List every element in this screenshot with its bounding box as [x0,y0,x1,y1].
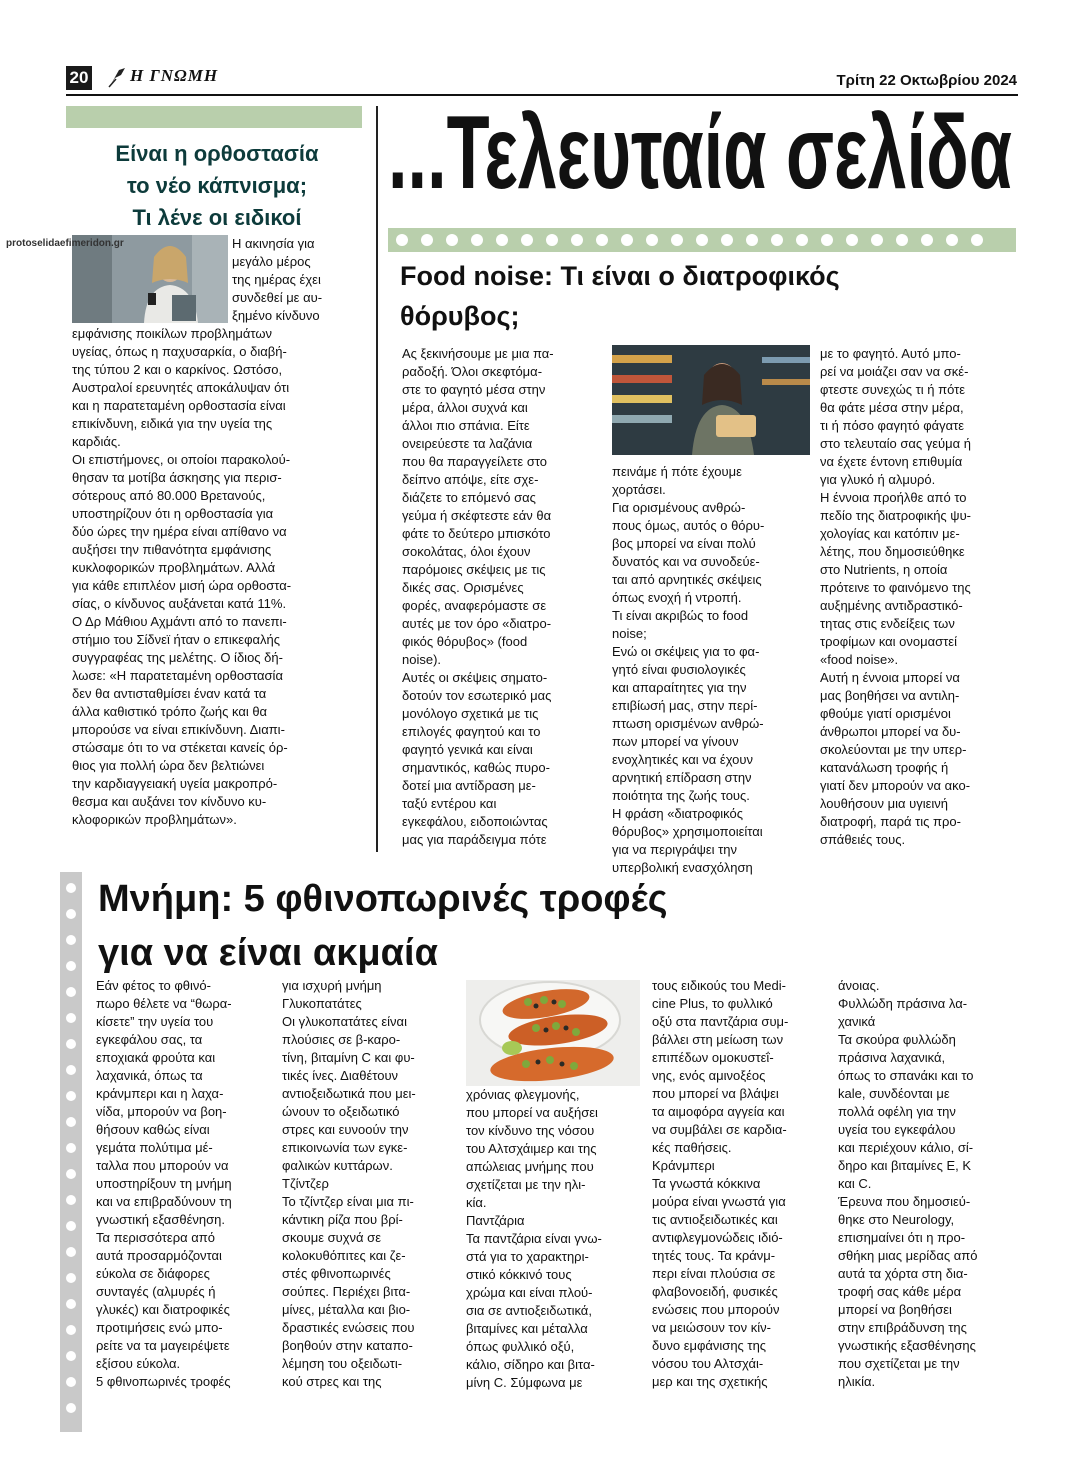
article3-column-2 [282,977,454,1391]
article3-line: και να επιβραδύνουν τη [96,1194,232,1209]
article2-line: πτωση ορισμένων ανθρώ- [612,716,764,731]
article3-line: σθήκη μιας μερίδας από [838,1248,978,1263]
article1-line: υγείας, όπως η παχυσαρκία, ο διαβή- [72,344,287,359]
article2-line: μέρα, άλλοι συχνά και [402,400,528,415]
article2-line: πεδίο της διατροφικής ψυ- [820,508,972,523]
article2-line: γεύμα ή σκέφτεστε εάν θα [402,508,552,523]
article1-title-line: το νέο κάπνισμα; [126,173,308,198]
article1-line: ξημένο κίνδυνο [232,308,320,323]
article2-line: φάτε το δεύτερο μπισκότο [402,526,551,541]
article1-body-wrap-top [232,235,362,325]
article3-line: όπως φυλλικό οξύ, [466,1339,575,1354]
issue-date: Τρίτη 22 Οκτωβρίου 2024 [836,72,1017,89]
article2-line: με το φαγητό. Αυτό μπο- [820,346,961,361]
article1-line: λωσε: «Η παρατεταμένη ορθοστασία [72,668,283,683]
article3-column-4 [652,977,824,1391]
article3-line: λαχανικά, όπως τα [96,1068,203,1083]
article2-line: Αυτή η έννοια μπορεί να [820,670,960,685]
article3-line: τητές τους. Τα κράνμ- [652,1248,776,1263]
article1-line: κυκλοφορικών προβλημάτων. Αλλά [72,560,276,575]
header-rule [66,94,1018,96]
article3-line: cine Plus, το φυλλικό [652,996,773,1011]
article3-line: φλαβονοειδή, φυσικές [652,1284,778,1299]
article3-line: Τα γνωστά κόκκινα [652,1176,761,1191]
article3-column-3 [466,1086,640,1392]
article3-line: αντιοξειδωτικά που μει- [282,1086,416,1101]
article2-title-line: θόρυβος; [400,301,520,331]
article3-line: χρόνιας φλεγμονής, [466,1087,580,1102]
article1-line: Ο Δρ Μάθιου Αχμάντι από το πανεπι- [72,614,287,629]
article2-line: εγκεφάλου, ειδοποιώντας [402,814,548,829]
article3-line: νης, ενός αμινοξέος [652,1068,766,1083]
article2-line: υπερβολική ενασχόληση [612,860,753,875]
article3-line: αυτά τα χόρτα στη δια- [838,1266,968,1281]
article3-line: επικοινωνία των εγκε- [282,1140,408,1155]
article3-line: kale, συνδέονται με [838,1086,950,1101]
article2-line: noise; [612,626,647,641]
article3-line: αυτά προσαρμόζονται [96,1248,222,1263]
article2-line: για γλυκό ή αλμυρό. [820,472,936,487]
article1-line: σίας, ο κίνδυνος αυξάνεται κατά 11%. [72,596,287,611]
article2-line: Ας ξεκινήσουμε με μια πα- [402,346,554,361]
section-title-text: ...Τελευταία σελίδα [388,100,1012,198]
article3-line: υποστηρίξουν τη μνήμη [96,1176,232,1191]
article1-line: δεν θα αντισταθμίσει έναν κατά τα [72,686,267,701]
article3-line: Τα σκούρα φυλλώδη [838,1032,956,1047]
article3-line: όπως το σπανάκι και το [838,1068,974,1083]
article2-line: παρόμοιες σκέψεις με τις [402,562,546,577]
article2-line: τροφίμων και ονομαστεί [820,634,957,649]
article1-body [72,325,362,829]
article1-line: στήμιο του Σίδνεϊ ήταν ο επικεφαλής [72,632,281,647]
article1-line: θησαν τα μοτίβα άσκησης για περισ- [72,470,282,485]
article3-line: νόσου του Αλτσχάι- [652,1356,764,1371]
article2-line: τι ή πόσο φαγητό φάγατε [820,418,965,433]
article2-line: ραδοξή. Όλοι σκεφτόμα- [402,364,543,379]
article3-line: προτιμήσεις ενώ μπο- [96,1320,223,1335]
article3-line: βοηθούν στην καταπο- [282,1338,413,1353]
article1-line: συγγραφέας της μελέτης. Ο ίδιος δή- [72,650,283,665]
article3-line: για ισχυρή μνήμη [282,978,382,993]
article3-line: Κράνμπερι [652,1158,715,1173]
article3-line: χρώμα και είναι πλού- [466,1285,593,1300]
article3-line: δραστικές ενώσεις που [282,1320,415,1335]
article2-line: «food noise». [820,652,899,667]
article2-line: επιβίωσή μας, στην περί- [612,698,758,713]
article2-line: βος μπορεί να είναι πολύ [612,536,756,551]
article3-line: γνωστικής εξασθένησης [838,1338,976,1353]
article3-line: να συμβάλει σε καρδια- [652,1122,787,1137]
article1-title-line: Είναι η ορθοστασία [115,141,319,166]
article3-line: δηρο και βιταμίνες Ε, Κ [838,1158,972,1173]
article3-line: πλούσιες σε β-καρο- [282,1032,401,1047]
article2-line: σοκολάτας, όλοι έχουν [402,544,531,559]
article2-line: Αυτές οι σκέψεις σηματο- [402,670,548,685]
article2-title [400,256,1010,336]
article1-line: συνδεθεί με αυ- [232,290,323,305]
article2-line: αυξημένης αντιδραστικό- [820,598,963,613]
article2-line: Για ορισμένους ανθρώ- [612,500,746,515]
article1-line: την καρδιαγγειακή υγεία μακροπρό- [72,776,278,791]
article3-line: άνοιας. [838,978,880,993]
article3-line: Τζίντζερ [282,1176,329,1191]
article3-line: στρες και ευνοούν την [282,1122,409,1137]
page-number: 20 [66,66,92,90]
article3-column-5 [838,977,1010,1391]
article3-line: εύκολα σε διάφορες [96,1266,210,1281]
article3-line: νίδα, μπορούν να βοη- [96,1104,227,1119]
article1-line: θεσμα και αυξάνει τον κίνδυνο κυ- [72,794,267,809]
article3-line: συνταγές (αλμυρές ή [96,1284,216,1299]
article3-line: ηλικία. [838,1374,876,1389]
article3-line: μπορεί να βοηθήσει [838,1302,952,1317]
article2-line: noise). [402,652,442,667]
article2-line: διάζετε το επόμενό σας [402,490,536,505]
newspaper-logo: Η ΓΝΩΜΗ [130,66,219,85]
article3-line: μερ και της σχετικής [652,1374,768,1389]
article3-line: θήσουν καθώς είναι [96,1122,210,1137]
article3-line: Έρευνα που δημοσιεύ- [838,1194,971,1209]
article3-line: Τα παντζάρια είναι γνω- [466,1231,602,1246]
quill-logo-icon [107,66,129,88]
article1-line: Αυστραλοί ερευνητές αποκάλυψαν ότι [72,380,290,395]
article2-line: γητό είναι φυσιολογικές [612,662,746,677]
article3-title-line: για να είναι ακμαία [98,932,438,974]
article2-line: θόρυβος» χρησιμοποιείται [612,824,763,839]
article2-line: για να περιγράψει την [612,842,738,857]
article3-line: και περιέχουν κάλιο, σί- [838,1140,974,1155]
article2-line: Τι είναι ακριβώς το food [612,608,749,623]
article3-line: θηκε στο Neurology, [838,1212,955,1227]
article2-line: δείπνο απόψε, είτε σχε- [402,472,539,487]
article3-line: τους ειδικούς του Medi- [652,978,786,993]
article3-line: φαλικών κυττάρων. [282,1158,393,1173]
film-strip-decoration [60,872,82,1432]
article2-line: χορτάσει. [612,482,666,497]
article2-line: πεινάμε ή πότε έχουμε [612,464,742,479]
article3-line: κία. [466,1195,487,1210]
article1-line: Η ακινησία για [232,236,315,251]
article1-line: υποστηρίζουν ότι η ορθοστασία για [72,506,274,521]
article2-line: χολογίας και κατόπιν με- [820,526,960,541]
article1-line: μπορούσε να είναι επικίνδυνη. Διαπι- [72,722,285,737]
article1-line: της τύπου 2 και ο καρκίνος. Ωστόσο, [72,362,283,377]
article2-line: φικός θόρυβος» (food [402,634,528,649]
article1-line: εμφάνισης ποικίλων προβλημάτων [72,326,273,341]
article2-line: ενοχλητικές και να έχουν [612,752,754,767]
article1-line: άλλα καθιστικό τρόπο ζωής και θα [72,704,268,719]
article2-line: θα φάτε μέσα στην μέρα, [820,400,964,415]
article3-line: Παντζάρια [466,1213,525,1228]
article1-line: της ημέρας έχει [232,272,321,287]
article3-line: βιταμίνες και μέταλλα [466,1321,588,1336]
article2-line: στο τελευταίο σας γεύμα ή [820,436,972,451]
article2-line: λουθήσουν μια υγιεινή [820,796,948,811]
article3-line: τα αιμοφόρα αγγεία και [652,1104,785,1119]
article2-line: στε το φαγητό μέσα στην [402,382,546,397]
article1-line: αυξήσει την πιθανότητα εμφάνισης [72,542,272,557]
article3-line: απώλειας μνήμης που [466,1159,594,1174]
article3-line: Γλυκοπατάτες [282,996,362,1011]
article3-line: σούπες. Περιέχει βιτα- [282,1284,411,1299]
article1-line: μεγάλο μέρος [232,254,311,269]
article3-line: οξύ στα παντζάρια συμ- [652,1014,789,1029]
article3-line: αντιφλεγμονώδεις ιδιό- [652,1230,783,1245]
article2-line: άνθρωποι μπορεί να δυ- [820,724,961,739]
article3-line: περι είναι πλούσια σε [652,1266,776,1281]
article3-line: κράνμπερι και η λαχα- [96,1086,224,1101]
article3-line: επισημαίνει ότι η προ- [838,1230,966,1245]
article3-line: 5 φθινοπωρινές τροφές [96,1374,231,1389]
article2-line: δυνατός και να συνοδεύε- [612,554,760,569]
article3-line: μίνη C. Σύμφωνα με [466,1375,583,1390]
article2-line: επιλογές φαγητού και το [402,724,541,739]
article2-line: φτεστε συνεχώς τι ή πότε [820,382,966,397]
article3-line: τον κίνδυνο της νόσου [466,1123,595,1138]
article2-line: πους όμως, αυτός ο θόρυ- [612,518,765,533]
article2-line: γιατί δεν μπορούν να ακο- [820,778,971,793]
article2-line: αρνητική επίδραση στην [612,770,752,785]
article2-line: ταξύ εντέρου και [402,796,497,811]
article3-line: που σχετίζεται με την [838,1356,960,1371]
article2-line: πων μπορεί να γίνουν [612,734,739,749]
article3-title-line: Μνήμη: 5 φθινοπωρινές τροφές [98,878,668,920]
article2-line: ποιότητα της ζωής τους. [612,788,750,803]
article3-column-1 [96,977,268,1391]
article2-line: φθούμε γιατί ορισμένοι [820,706,951,721]
article3-line: σχετίζεται με την ηλι- [466,1177,586,1192]
article3-line: Το τζίντζερ είναι μια πι- [282,1194,414,1209]
article3-line: λέμηση του οξειδωτι- [282,1356,403,1371]
article1-line: για κάθε επιπλέον μισή ώρα ορθοστα- [72,578,292,593]
article2-line: Η φράση «διατροφικός [612,806,743,821]
article3-line: Φυλλώδη πράσινα λα- [838,996,968,1011]
article2-line: δικές σας. Ορισμένες [402,580,524,595]
article3-line: τις αντιοξειδωτικές και [652,1212,778,1227]
article3-line: κάλιο, σίδηρο και βιτα- [466,1357,595,1372]
article1-top-bar [66,106,362,128]
watermark: protoselidaefimeridon.gr [6,238,124,249]
article1-title-line: Τι λένε οι ειδικοί [132,205,302,230]
article2-line: λέτης, που δημοσιεύθηκε [820,544,965,559]
article2-line: μας βοηθήσει να αντιλη- [820,688,960,703]
article3-line: που μπορεί να αυξήσει [466,1105,598,1120]
article2-column-3 [820,345,1012,849]
article3-line: Τα περισσότερα από [96,1230,215,1245]
article3-line: κολοκυθόπιτες και ζε- [282,1248,406,1263]
article2-line: μας για παράδειγμα πότε [402,832,547,847]
article2-line: και απαραίτητες για την [612,680,747,695]
article3-line: πωρο θέλετε να “θωρα- [96,996,232,1011]
article2-line: στο Nutrients, η οποία [820,562,948,577]
article2-dots-bar [388,228,1016,252]
article3-line: ώνουν το οξειδωτικό [282,1104,400,1119]
article3-line: στην επιβράδυνση της [838,1320,967,1335]
article2-line: Η έννοια προήλθε από το [820,490,967,505]
article2-line: φαγητό γενικά και είναι [402,742,533,757]
article3-line: εγκεφάλου σας, τα [96,1032,203,1047]
article2-column-1 [402,345,600,849]
article3-line: πράσινα λαχανικά, [838,1050,946,1065]
article2-title-line: Food noise: Τι είναι ο διατροφικός [400,261,840,291]
article2-line: ρεί να μοιάζει σαν να σκέ- [820,364,969,379]
article1-line: θιος για πολλή ώρα δεν βελτιώνει [72,758,265,773]
article2-line: σκολεύονται με την υπερ- [820,742,967,757]
article3-line: γεμάτα πολύτιμα μέ- [96,1140,213,1155]
article2-line: που θα παραγγείλετε στο [402,454,548,469]
article3-line: κάντικη ρίζα που βρί- [282,1212,403,1227]
article3-line: ρείτε να τα μαγειρέψετε [96,1338,230,1353]
article3-line: ταλλα που μπορούν να [96,1158,229,1173]
article3-line: εξίσου εύκολα. [96,1356,181,1371]
article3-line: τίνη, βιταμίνη C και φυ- [282,1050,415,1065]
article3-line: σια σε αντιοξειδωτικά, [466,1303,592,1318]
article3-line: Οι γλυκοπατάτες είναι [282,1014,407,1029]
article3-line: Εάν φέτος το φθινό- [96,978,211,993]
article3-line: μούρα είναι γνωστά για [652,1194,786,1209]
article3-photo-stuffed-sweet-potatoes [466,980,640,1086]
article2-line: διατροφή, παρά τις προ- [820,814,961,829]
article2-line: άλλοι πιο σπάνια. Είτε [402,418,530,433]
article1-line: επικίνδυνη, ειδικά για την υγεία της [72,416,273,431]
article3-line: μίνες, μέταλλα και βιο- [282,1302,411,1317]
article2-column-2 [612,463,810,877]
article3-line: στικό κόκκινό τους [466,1267,572,1282]
article3-line: πολλά οφέλη για την [838,1104,956,1119]
article3-title [98,872,798,980]
article2-line: μονόλογο σχετικά με τις [402,706,539,721]
article2-line: δοτεί μια αντίδραση με- [402,778,536,793]
article3-line: χανικά [838,1014,876,1029]
article3-line: στά για το χαρακτηρι- [466,1249,589,1264]
article1-line: κλοφορικών προβλημάτων». [72,812,237,827]
article2-line: φορές, αναφερόμαστε σε [402,598,547,613]
article2-line: Ενώ οι σκέψεις για το φα- [612,644,760,659]
article2-line: κατανάλωση τροφής ή [820,760,949,775]
article3-line: επιπέδων ομοκυστεΐ- [652,1050,774,1065]
article2-line: σημαντικός, καθώς πυρο- [402,760,550,775]
article1-line: δύο ώρες την ημέρα είναι απίθανο να [72,524,287,539]
article2-line: όπως ενοχή ή ντροπή. [612,590,742,605]
article3-line: δυνο εμφάνισης της [652,1338,767,1353]
article3-line: τροφή σας κάθε μέρα [838,1284,962,1299]
article2-line: τητας στις ενδείξεις των [820,616,955,631]
article3-line: και C. [838,1176,872,1191]
article2-line: ονειρεύεστε τα λαζάνια [402,436,533,451]
article2-line: να έχετε έντονη επιθυμία [820,454,963,469]
article1-line: καρδιάς. [72,434,121,449]
article2-line: σπάθειές τους. [820,832,906,847]
article2-photo-woman-supermarket [612,345,810,455]
article3-line: βάλλει στη μείωση των [652,1032,784,1047]
article3-line: κίσετε” την υγεία του [96,1014,214,1029]
article3-line: γλυκές) και διατροφικές [96,1302,230,1317]
article2-line: ται από αρνητικές σκέψεις [612,572,762,587]
article2-line: αυτές με τον όρο «διατρο- [402,616,552,631]
article3-line: υγεία του εγκεφάλου [838,1122,956,1137]
article1-title [72,138,362,234]
article3-line: κές παθήσεις. [652,1140,732,1155]
article3-line: που μπορεί να βλάψει [652,1086,779,1101]
article3-line: στές φθινοπωρινές [282,1266,391,1281]
article1-line: και η παρατεταμένη ορθοστασία είναι [72,398,286,413]
article1-line: Οι επιστήμονες, οι οποίοι παρακολού- [72,452,291,467]
article3-line: ενώσεις που μπορούν [652,1302,780,1317]
article2-line: δοτούν τον εσωτερικό μας [402,688,552,703]
article3-line: εποχιακά φρούτα και [96,1050,216,1065]
article1-line: σότερους από 80.000 Βρετανούς, [72,488,266,503]
article2-line: πρότεινε το φαινόμενο της [820,580,971,595]
section-title [388,100,1016,198]
article3-line: γνωστική εξασθένηση. [96,1212,225,1227]
article1-line: στώσαμε ότι το να στέκεται κανείς όρ- [72,740,288,755]
article3-line: του Αλτσχάιμερ και της [466,1141,597,1156]
article3-line: τικές ίνες. Διαθέτουν [282,1068,399,1083]
article3-line: κού στρες και της [282,1374,382,1389]
article3-line: να μειώσουν τον κίν- [652,1320,771,1335]
article3-line: σκουμε συχνά σε [282,1230,382,1245]
column-divider [376,106,378,852]
